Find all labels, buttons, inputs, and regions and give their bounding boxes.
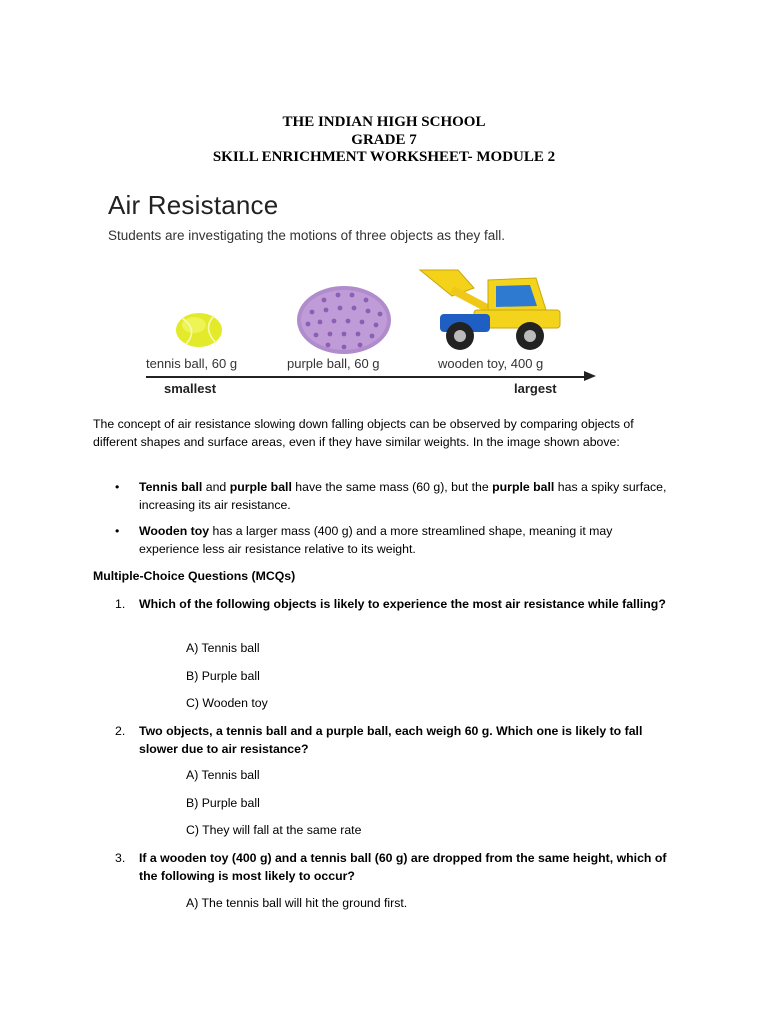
- question-1: [93, 596, 673, 614]
- question-2: [93, 723, 673, 758]
- term-purple-ball: purple ball: [229, 480, 292, 494]
- arrow-head-icon: [584, 371, 596, 381]
- bullet-text: and: [202, 480, 230, 494]
- air-resistance-figure: [106, 186, 606, 406]
- spiky-purple-ball-icon: [294, 284, 394, 356]
- option-2b: B) Purple ball: [186, 796, 260, 810]
- mcq-heading: Multiple-Choice Questions (MCQs): [93, 569, 296, 583]
- option-3a: A) The tennis ball will hit the ground first.: [186, 896, 408, 910]
- option-1b: B) Purple ball: [186, 669, 260, 683]
- option-1c: C) Wooden toy: [186, 696, 268, 710]
- worksheet-header: [0, 114, 768, 167]
- toy-truck-icon: [418, 266, 564, 354]
- wooden-toy-label: wooden toy, 400 g: [438, 356, 544, 371]
- tennis-ball-label: tennis ball, 60 g: [146, 356, 238, 371]
- option-2c: C) They will fall at the same rate: [186, 823, 362, 837]
- term-wooden-toy: Wooden toy: [139, 524, 210, 538]
- size-axis-line: [146, 376, 586, 378]
- list-item: [93, 523, 673, 558]
- question-text: If a wooden toy (400 g) and a tennis ball (60 g) are dropped from the same height, which of the following is most likely to occur?: [139, 851, 667, 883]
- list-item: [93, 479, 673, 514]
- bullet-text: have the same mass (60 g), but the: [291, 480, 493, 494]
- question-number: 1.: [115, 597, 126, 611]
- option-2a: A) Tennis ball: [186, 768, 260, 782]
- option-1a: A) Tennis ball: [186, 641, 260, 655]
- question-number: 2.: [115, 724, 126, 738]
- tennis-ball-icon: [174, 310, 226, 350]
- term-purple-ball: purple ball: [492, 480, 555, 494]
- axis-start-label: smallest: [164, 381, 217, 396]
- intro-paragraph: The concept of air resistance slowing down falling objects can be observed by comparing objects of different shapes and surface areas, even if they have similar weights. In the image shown above:: [93, 417, 634, 449]
- worksheet-title: SKILL ENRICHMENT WORKSHEET- MODULE 2: [212, 149, 556, 165]
- term-tennis-ball: Tennis ball: [139, 480, 203, 494]
- bullet-text: has a larger mass (400 g) and a more streamlined shape, meaning it may experience less air resistance relative to its weight.: [139, 524, 613, 556]
- question-number: 3.: [115, 851, 126, 865]
- question-text: Which of the following objects is likely to experience the most air resistance while falling?: [139, 597, 666, 611]
- figure-title: Air Resistance: [108, 190, 279, 220]
- school-name: THE INDIAN HIGH SCHOOL: [282, 114, 486, 130]
- question-text: Two objects, a tennis ball and a purple ball, each weigh 60 g. Which one is likely to fall slower due to air resistance?: [139, 724, 643, 756]
- bullet-text: has a spiky surface, increasing its air resistance.: [139, 480, 667, 512]
- figure-subtitle: Students are investigating the motions of three objects as they fall.: [108, 228, 505, 243]
- grade: GRADE 7: [351, 131, 417, 148]
- question-3: [93, 850, 673, 885]
- bullet-list: [93, 479, 673, 567]
- bullet-icon: •: [115, 480, 120, 494]
- bullet-icon: •: [115, 524, 120, 538]
- purple-ball-label: purple ball, 60 g: [287, 356, 380, 371]
- axis-end-label: largest: [514, 381, 557, 396]
